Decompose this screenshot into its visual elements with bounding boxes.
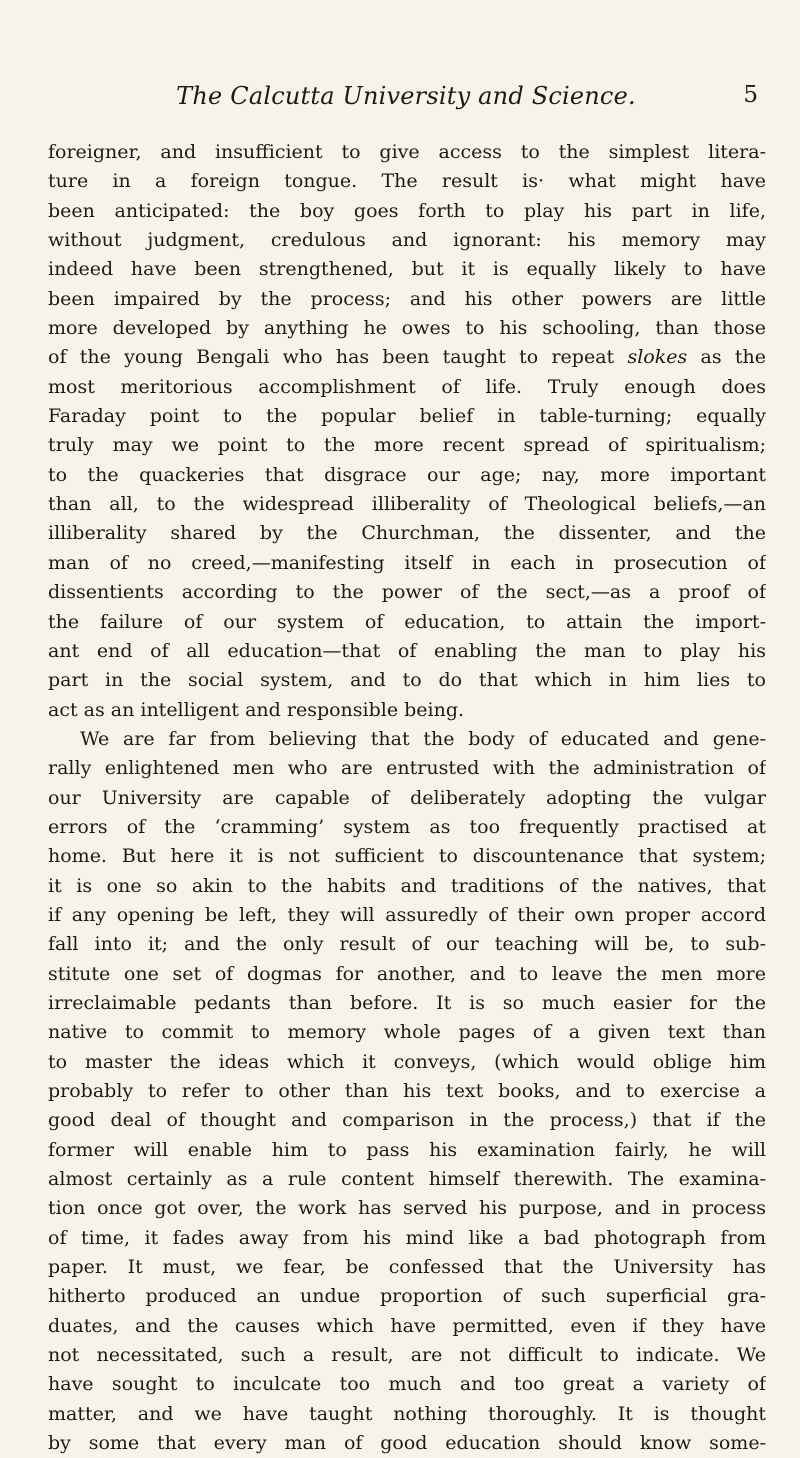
text-line: not necessitated, such a result, are not difficult to indicate. We — [48, 1344, 766, 1367]
text-line: been anticipated: the boy goes forth to play his part in life, — [48, 199, 766, 222]
text-line: of the young Bengali who has been taught to repeat slokes as the — [48, 346, 766, 369]
text-line: good deal of thought and comparison in the process,) that if the — [48, 1109, 766, 1132]
text-line: Faraday point to the popular belief in table-turning; equally — [48, 405, 766, 428]
text-line: foreigner, and insufficient to give access to the simplest litera- — [48, 141, 766, 163]
text-line: it is one so akin to the habits and traditions of the natives, that — [48, 874, 766, 897]
text-line: ture in a foreign tongue. The result is· what might have — [48, 170, 766, 193]
text-line: illiberality shared by the Churchman, the dissenter, and the — [48, 522, 766, 545]
text-line: ant end of all education—that of enabling the man to play his — [48, 639, 766, 662]
text-line: matter, and we have taught nothing thoroughly. It is thought — [48, 1402, 766, 1425]
text-line: We are far from believing that the body of educated and gene- — [80, 727, 766, 750]
text-line: almost certainly as a rule content himself therewith. The examina- — [48, 1168, 766, 1191]
text-line: man of no creed,—manifesting itself in each in prosecution of — [48, 551, 766, 574]
text-line: if any opening be left, they will assuredly of their own proper accord — [48, 903, 766, 926]
text-line: to the quackeries that disgrace our age; nay, more important — [48, 463, 766, 486]
text-line: act as an intelligent and responsible being. — [48, 698, 465, 721]
text-line: hitherto produced an undue proportion of such superficial gra- — [48, 1285, 766, 1308]
text-line: home. But here it is not sufficient to discountenance that system; — [48, 845, 766, 868]
text-line: former will enable him to pass his examination fairly, he will — [48, 1138, 766, 1161]
text-line: have sought to inculcate too much and too great a variety of — [48, 1373, 766, 1396]
text-line: more developed by anything he owes to his schooling, than those — [48, 317, 766, 340]
text-line: probably to refer to other than his text books, and to exercise a — [48, 1080, 766, 1102]
text-line: truly may we point to the more recent spread of spiritualism; — [48, 434, 766, 457]
running-title: The Calcutta University and Science. — [176, 82, 636, 110]
text-line: been impaired by the process; and his other powers are little — [48, 287, 766, 310]
text-line: native to commit to memory whole pages of a given text than — [48, 1021, 766, 1044]
text-line: rally enlightened men who are entrusted with the administration of — [48, 757, 766, 780]
text-line: without judgment, credulous and ignorant: his memory may — [48, 229, 766, 252]
text-line: irreclaimable pedants than before. It is so much easier for the — [48, 991, 766, 1014]
text-line: by some that every man of good education should know some- — [48, 1432, 766, 1455]
text-line: of time, it fades away from his mind like a bad photograph from — [48, 1226, 766, 1249]
text-line: to master the ideas which it conveys, (which would oblige him — [48, 1050, 766, 1073]
text-line: than all, to the widespread illiberality of Theological beliefs,—an — [48, 493, 766, 516]
text-line: stitute one set of dogmas for another, and to leave the men more — [48, 962, 766, 985]
text-line: dissentients according to the power of the sect,—as a proof of — [48, 581, 766, 604]
text-line: indeed have been strengthened, but it is equally likely to have — [48, 258, 766, 281]
text-line: the failure of our system of education, to attain the import- — [48, 610, 766, 633]
text-line: errors of the ‘cramming’ system as too frequently practised at — [48, 815, 766, 838]
text-line: our University are capable of deliberately adopting the vulgar — [48, 786, 766, 809]
text-line: most meritorious accomplishment of life. Truly enough does — [48, 375, 766, 398]
text-line: part in the social system, and to do that which in him lies to — [48, 669, 766, 692]
text-line: tion once got over, the work has served his purpose, and in process — [48, 1197, 766, 1220]
text-line: paper. It must, we fear, be confessed that the University has — [48, 1256, 766, 1279]
text-line: duates, and the causes which have permitted, even if they have — [48, 1314, 766, 1337]
body-text — [48, 138, 766, 1458]
page-number: 5 — [743, 82, 758, 108]
text-line: fall into it; and the only result of our teaching will be, to sub- — [48, 933, 766, 956]
running-head — [48, 80, 764, 120]
